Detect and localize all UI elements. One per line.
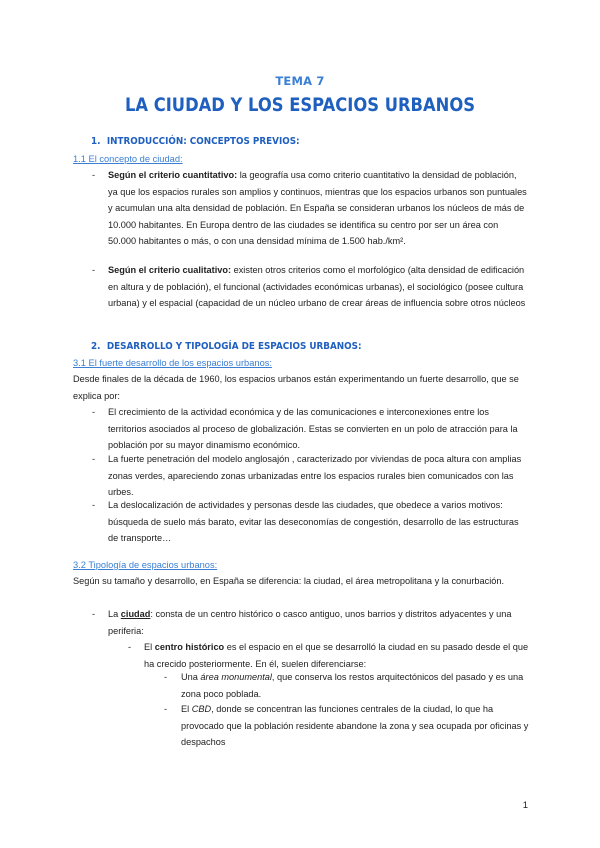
criterion-quantitative-text: la geografía usa como criterio cuantitativo la densidad de población, ya que los espacios rurales son amplios y continuos, mientras que los espacios urbanos son puntuales y acumulan una alta densidad de población. En España se consideran urbanos los núcleos de más de 10.000 habitantes. En Europa dentro de las ciudades se identifica su centro por ser un área con 50.000 habitantes o más, o con una densidad mínima de 1.500 hab./km². [108, 170, 527, 247]
document-title: LA CIUDAD Y LOS ESPACIOS URBANOS [124, 94, 475, 116]
section-2-number: 2. [91, 341, 101, 352]
ciudad-item-centro-historico [144, 639, 529, 672]
page-number: 1 [522, 800, 528, 811]
ciudad-term: ciudad [120, 609, 151, 619]
section-2-heading [91, 341, 362, 352]
list-bullet: - [92, 170, 96, 180]
subsection-3-1-heading: 3.1 El fuerte desarrollo de los espacios urbanos: [73, 358, 272, 368]
area-monumental-term: área monumental [200, 672, 272, 682]
development-intro: Desde finales de la década de 1960, los espacios urbanos están experimentando un fuerte desarrollo, que se explica por: [73, 374, 519, 401]
section-2-title: DESARROLLO Y TIPOLOGÍA DE ESPACIOS URBANOS: [106, 341, 362, 352]
subsection-1-1-heading: 1.1 El concepto de ciudad: [73, 154, 183, 164]
cbd-term: CBD [191, 704, 212, 714]
area-monumental-prefix: Una [181, 672, 201, 682]
cbd-prefix: El [181, 704, 192, 714]
list-item-quantitative [108, 167, 528, 250]
subsection-3-2-heading: 3.2 Tipología de espacios urbanos: [73, 560, 218, 570]
list-bullet: - [164, 704, 168, 714]
list-item-qualitative [108, 262, 528, 312]
section-1-heading [91, 136, 300, 147]
list-bullet: - [92, 407, 96, 417]
ciudad-prefix: La [108, 609, 121, 619]
list-bullet: - [92, 609, 96, 619]
list-bullet: - [92, 454, 96, 464]
cbd-text: , donde se concentran las funciones centrales de la ciudad, lo que ha provocado que la población residente abandone la zona y sea ocupada por oficinas y despachos [181, 704, 529, 748]
section-1-number: 1. [91, 136, 101, 147]
criterion-qualitative-text: existen otros criterios como el morfológico (alta densidad de edificación en altura y de población), el funcional (actividades económicas urbanas), el sociológico (posee cultura urbana) y el espacial (capacidad de un núcleo urbano de crear áreas de influencia sobre otros núcleos [108, 265, 526, 309]
list-bullet: - [128, 642, 132, 652]
centro-item-area-monumental [181, 669, 531, 702]
centro-text: es el espacio en el que se desarrolló la ciudad en su pasado desde el que ha crecido posteriormente. En él, suelen diferenciarse: [144, 642, 529, 669]
list-bullet: - [92, 500, 96, 510]
development-item-anglosaxon: La fuerte penetración del modelo anglosajón , caracterizado por viviendas de poca altura con amplias zonas verdes, apareciendo zonas urbanizadas entre los espacios rurales bien comunicados con las urbes. [108, 454, 522, 498]
ciudad-text: : consta de un centro histórico o casco antiguo, unos barrios y distritos adyacentes y una periferia: [108, 609, 512, 636]
section-1-title: INTRODUCCIÓN: CONCEPTOS PREVIOS: [106, 136, 300, 147]
development-item-delocalization: La deslocalización de actividades y personas desde las ciudades, que obedece a varios motivos: búsqueda de suelo más barato, evitar las deseconomías de congestión, desarrollo de las estructuras de transporte… [108, 500, 519, 544]
list-bullet: - [164, 672, 168, 682]
typology-intro: Según su tamaño y desarrollo, en España se diferencia: la ciudad, el área metropolitana y la conurbación. [73, 576, 505, 586]
centro-term: centro histórico [154, 642, 225, 652]
topic-label: TEMA 7 [275, 74, 325, 88]
area-monumental-text: , que conserva los restos arquitectónicos del pasado y es una zona poco poblada. [181, 672, 524, 699]
development-item-globalization: El crecimiento de la actividad económica y de las comunicaciones e interconexiones entre los territorios asociados al proceso de globalización. Estas se convierten en un polo de atracción para la población por su mayor dinamismo económico. [108, 407, 518, 451]
typology-item-ciudad [108, 606, 528, 639]
centro-prefix: El [144, 642, 155, 652]
list-bullet: - [92, 265, 96, 275]
criterion-quantitative-label: Según el criterio cuantitativo: [108, 170, 238, 180]
centro-item-cbd [181, 701, 531, 751]
criterion-qualitative-label: Según el criterio cualitativo: [108, 265, 232, 275]
